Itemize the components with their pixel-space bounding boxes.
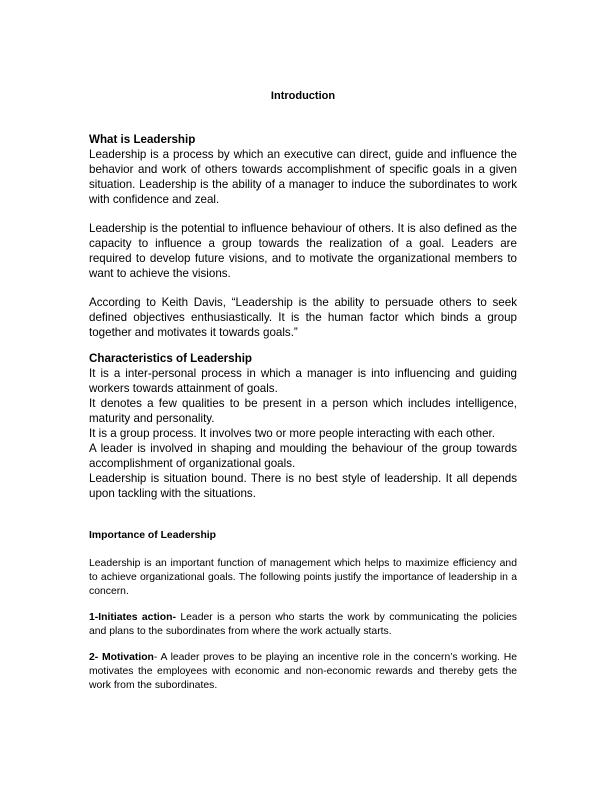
paragraph-potential: Leadership is the potential to influence behaviour of others. It is also defined as the capacity to influence a group towards the realization of a goal. Leaders are required to develop future visions, and to motivate the organizational members to want to achieve the visions. [89,222,517,280]
point-label: 2- Motivation [89,652,154,663]
point-text: - A leader proves to be playing an incentive role in the concern’s working. He motivates the employees with economic and non-economic rewards and thereby gets the work from the subordinates. [89,652,518,691]
paragraph-keith-davis-quote: According to Keith Davis, “Leadership is the ability to persuade others to seek defined objectives enthusiastically. It is the human factor which binds a group together and motivates it towards goals.” [89,296,517,339]
section-heading-what-is-leadership: What is Leadership [89,133,196,146]
section-heading-characteristics: Characteristics of Leadership [89,352,253,365]
paragraph-definition: Leadership is a process by which an executive can direct, guide and influence the behavior and work of others towards accomplishment of specific goals in a given situation. Leadership is the ability of a manager to induce the subordinates to work with confidence and zeal. [89,148,517,206]
list-item: A leader is involved in shaping and moulding the behaviour of the group towards accomplishment of organizational goals. [89,442,517,470]
importance-point [89,611,517,639]
importance-point [89,651,517,693]
document-title: Introduction [270,90,336,102]
point-label: 1-Initiates action- [89,612,176,623]
list-item: It is a group process. It involves two or more people interacting with each other. [89,427,495,440]
list-item: It denotes a few qualities to be present in a person which includes intelligence, maturity and personality. [89,397,517,425]
list-item: It is a inter-personal process in which a manager is into influencing and guiding workers towards attainment of goals. [89,367,517,395]
paragraph-importance-intro: Leadership is an important function of management which helps to maximize efficiency and to achieve organizational goals. The following points justify the importance of leadership in a concern. [89,558,517,597]
section-heading-importance: Importance of Leadership [89,530,217,541]
list-item: Leadership is situation bound. There is no best style of leadership. It all depends upon tackling with the situations. [89,472,517,500]
point-text: Leader is a person who starts the work by communicating the policies and plans to the subordinates from where the work actually starts. [89,612,517,637]
characteristics-list [89,366,517,501]
